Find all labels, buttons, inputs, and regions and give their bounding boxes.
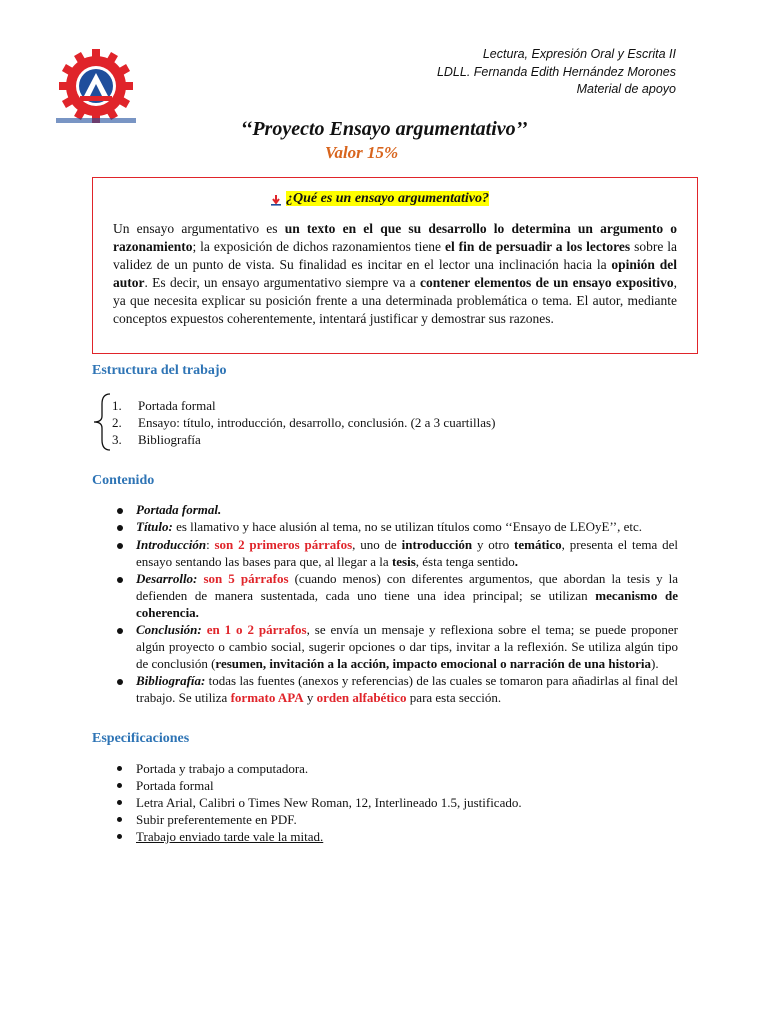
estructura-item [112, 397, 495, 414]
header-course: Lectura, Expresión Oral y Escrita II [482, 47, 676, 61]
bullet-icon [117, 834, 122, 839]
estructura-item [112, 431, 495, 448]
item-text: Portada formal [136, 778, 214, 793]
contenido-run: resumen, invitación a la acción, impacto emocional o narración de una historia [215, 655, 652, 671]
contenido-item [112, 537, 678, 571]
especificacion-item [112, 794, 522, 811]
definition-run: . Es decir, un ensayo argumentativo siempre va a [144, 275, 420, 290]
item-number: 3. [112, 432, 122, 447]
contenido-run: Introducción [136, 536, 207, 552]
question-text: ¿Qué es un ensayo argumentativo? [286, 191, 490, 206]
item-text: Portada formal [138, 398, 216, 413]
left-brace-icon [90, 392, 114, 452]
bullet-icon [117, 628, 123, 634]
especificacion-item [112, 811, 522, 828]
bullet-icon [117, 543, 123, 549]
contenido-run: formato APA [230, 689, 304, 705]
contenido-run: Portada formal. [136, 502, 222, 517]
bullet-icon [117, 783, 122, 788]
contenido-item [112, 502, 678, 519]
item-text: Bibliografía [138, 432, 201, 447]
item-text: Trabajo enviado tarde vale la mitad. [136, 829, 324, 844]
arrow-bullet-icon [270, 194, 282, 206]
contenido-run: mecanismo de coherencia. [136, 587, 678, 620]
bullet-icon [117, 577, 123, 583]
contenido-run: tesis [391, 553, 416, 569]
contenido-run: . [514, 553, 518, 569]
bullet-icon [117, 525, 123, 531]
contenido-run: en 1 o 2 párrafos [206, 621, 307, 637]
contenido-run: Bibliografía: [136, 672, 206, 688]
contenido-run: para esta sección. [406, 689, 502, 705]
item-text: Subir preferentemente en PDF. [136, 812, 297, 827]
definition-run: un texto en el que su desarrollo lo determina un argumento o razonamiento [113, 221, 678, 254]
contenido-run: son 2 primeros párrafos [214, 536, 353, 552]
definition-run: opinión del autor [113, 257, 677, 290]
definition-run: el fin de persuadir a los lectores [445, 239, 631, 254]
estructura-item [112, 414, 495, 431]
definition-run: ; la exposición de dichos razonamientos tiene [192, 239, 445, 254]
contenido-run: Desarrollo: [136, 570, 198, 586]
definition-run: , ya que necesita explicar su posición frente a una determinada problemática o tema. El autor, mediante conceptos expuestos coherentemente, intentará justificar y demostrar sus razones. [113, 275, 677, 326]
item-number: 2. [112, 415, 122, 430]
bullet-icon [117, 508, 123, 514]
contenido-run: Título: [136, 519, 173, 535]
contenido-item [112, 622, 678, 672]
contenido-run: todas las fuentes (anexos y referencias) de las cuales se tomaron para añadirlas al final del trabajo. Se utiliza [136, 672, 678, 705]
especificacion-item [112, 760, 522, 777]
document-header [437, 46, 676, 99]
contenido-run: , ésta tenga sentido [415, 553, 515, 569]
section-especificaciones-heading: Especificaciones [92, 731, 190, 746]
definition-question [286, 191, 489, 207]
item-number: 1. [112, 398, 122, 413]
contenido-run: : [206, 536, 215, 552]
contenido-run: , uno de [352, 536, 402, 552]
header-material: Material de apoyo [576, 82, 676, 96]
contenido-run: es llamativo y hace alusión al tema, no se utilizan títulos como ‘‘Ensayo de LEOyE’’, etc. [172, 519, 643, 535]
contenido-item [112, 673, 678, 707]
definition-paragraph [113, 220, 677, 328]
item-text: Ensayo: título, introducción, desarrollo, conclusión. (2 a 3 cuartillas) [138, 415, 496, 430]
section-estructura-heading: Estructura del trabajo [92, 363, 227, 378]
definition-run: sobre la validez de un punto de vista. Su finalidad es incitar en el lector una inclinación hacia la [113, 239, 677, 272]
contenido-run: orden alfabético [316, 689, 407, 705]
item-text: Portada y trabajo a computadora. [136, 761, 309, 776]
document-title: ‘‘Proyecto Ensayo argumentativo’’ [240, 118, 528, 140]
contenido-run: y [303, 689, 317, 705]
bullet-icon [117, 679, 123, 685]
school-gear-logo-icon [52, 46, 140, 126]
estructura-list [112, 397, 495, 448]
contenido-run: ). [651, 655, 659, 671]
contenido-item [112, 571, 678, 621]
bullet-icon [117, 817, 122, 822]
contenido-run: , se envía un mensaje y reflexiona sobre el tema; se puede proponer algún proyecto o cambio social, sugerir opciones o dar tips, invitar a la reflexión. Se utiliza algún tipo de conclusión ( [136, 621, 678, 671]
contenido-run: son 5 párrafos [203, 570, 289, 586]
item-text: Letra Arial, Calibri o Times New Roman, 12, Interlineado 1.5, justificado. [136, 795, 522, 810]
contenido-run: , presenta el tema del ensayo sentando las bases para que, al llegar a la [136, 536, 678, 569]
definition-run: Un ensayo argumentativo es [113, 221, 285, 236]
contenido-run: (cuando menos) con diferentes argumentos, que abordan la tesis y la defienden de manera sustentada, cada uno tiene una idea principal; se utilizan [136, 570, 679, 603]
contenido-list [112, 502, 678, 707]
header-teacher: LDLL. Fernanda Edith Hernández Morones [436, 64, 676, 79]
bullet-icon [117, 766, 122, 771]
especificaciones-list [112, 760, 522, 845]
contenido-run: temático [514, 536, 562, 552]
contenido-run: y otro [472, 536, 515, 552]
section-contenido-heading: Contenido [92, 473, 155, 488]
especificacion-item [112, 777, 522, 794]
bullet-icon [117, 800, 122, 805]
value-percentage: Valor 15% [325, 143, 399, 162]
contenido-item [112, 519, 678, 536]
definition-run: contener elementos de un ensayo expositivo [419, 275, 674, 290]
contenido-run: introducción [401, 536, 473, 552]
especificacion-item [112, 828, 522, 845]
contenido-run: Conclusión: [136, 621, 202, 637]
